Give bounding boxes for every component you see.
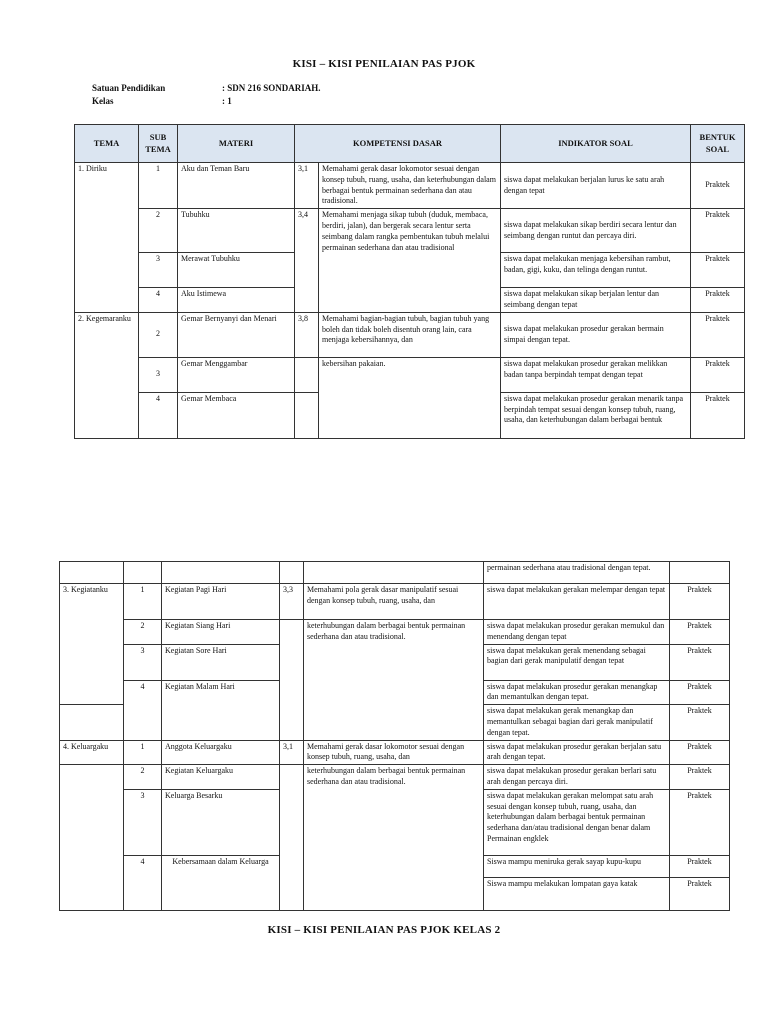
header-kompetensi-dasar: KOMPETENSI DASAR	[295, 125, 501, 163]
kd-cell: Memahami pola gerak dasar manipulatif sesuai dengan konsep tubuh, ruang, usaha, dan	[304, 584, 484, 620]
subtema-cell: 1	[139, 163, 178, 209]
kd-cell: keterhubungan dalam berbagai bentuk permainan sederhana dan atau tradisional.	[304, 620, 484, 741]
materi-cell: Gemar Membaca	[178, 392, 295, 438]
document-title: KISI – KISI PENILAIAN PAS PJOK	[292, 58, 476, 70]
kd-number-cell	[295, 392, 319, 438]
tema-cell	[60, 562, 124, 584]
indikator-cell: siswa dapat melakukan sikap berdiri secara lentur dan seimbang dengan runtut dan percaya diri.	[501, 209, 691, 253]
indikator-cell: Siswa mampu meniruka gerak sayap kupu-kupu	[484, 855, 670, 877]
materi-cell: Gemar Menggambar	[178, 357, 295, 392]
indikator-cell: permainan sederhana atau tradisional dengan tepat.	[484, 562, 670, 584]
kd-number-cell: 3,1	[280, 740, 304, 765]
subtema-cell: 2	[139, 312, 178, 357]
subtema-cell: 1	[124, 740, 162, 765]
subtema-cell: 1	[124, 584, 162, 620]
kd-cell: Memahami menjaga sikap tubuh (duduk, membaca, berdiri, jalan), dan bergerak secara lentur serta seimbang dalam rangka pembentukan tubuh melalui permainan sederhana dan atau tradisional	[319, 209, 501, 313]
header-bentuk-soal: BENTUK SOAL	[691, 125, 745, 163]
subtema-cell: 4	[139, 288, 178, 313]
bentuk-cell: Praktek	[691, 209, 745, 253]
bentuk-cell: Praktek	[691, 357, 745, 392]
subtema-cell: 3	[124, 644, 162, 680]
indikator-cell: siswa dapat melakukan prosedur gerakan berlari satu arah dengan percaya diri.	[484, 765, 670, 790]
kd-number-cell: 3,3	[280, 584, 304, 620]
bentuk-cell: Praktek	[670, 680, 730, 705]
indikator-cell: siswa dapat melakukan gerakan melompat satu arah sesuai dengan konsep tubuh, ruang, usaha, dan keterhubungan dalam berbagai bentuk permainan sederhana dan/atau tradisional dengan benar dalam Permainan engklek	[484, 789, 670, 855]
materi-cell: Tubuhku	[178, 209, 295, 253]
materi-cell	[162, 562, 280, 584]
subtema-cell: 2	[124, 765, 162, 790]
materi-cell: Merawat Tubuhku	[178, 253, 295, 288]
subtema-cell: 3	[139, 253, 178, 288]
indikator-cell: siswa dapat melakukan menjaga kebersihan rambut, badan, gigi, kuku, dan telinga dengan runtut.	[501, 253, 691, 288]
kelas-value: : 1	[222, 96, 232, 106]
bentuk-cell: Praktek	[670, 789, 730, 855]
bentuk-cell: Praktek	[691, 253, 745, 288]
kd-number-cell	[280, 765, 304, 911]
subtema-cell: 4	[124, 855, 162, 910]
indikator-cell: siswa dapat melakukan sikap berjalan lentur dan seimbang dengan tepat	[501, 288, 691, 313]
indikator-cell: siswa dapat melakukan prosedur gerakan menangkap dan memantulkan dengan tepat.	[484, 680, 670, 705]
table-row	[60, 584, 730, 620]
kd-cell: kebersihan pakaian.	[319, 357, 501, 438]
materi-cell: Keluarga Besarku	[162, 789, 280, 855]
indikator-cell: siswa dapat melakukan prosedur gerakan memukul dan menendang dengan tepat	[484, 620, 670, 645]
bentuk-cell: Praktek	[691, 288, 745, 313]
bentuk-cell: Praktek	[670, 644, 730, 680]
bentuk-cell: Praktek	[670, 877, 730, 910]
bentuk-cell	[670, 562, 730, 584]
satuan-value: : SDN 216 SONDARIAH.	[222, 83, 321, 93]
indikator-cell: siswa dapat melakukan prosedur gerakan melikkan badan tanpa berpindah tempat dengan tepat	[501, 357, 691, 392]
bentuk-cell: Praktek	[691, 163, 745, 209]
table-row	[60, 765, 730, 790]
table-row	[75, 209, 745, 253]
subtema-cell: 2	[139, 209, 178, 253]
materi-cell: Kegiatan Pagi Hari	[162, 584, 280, 620]
table-row	[60, 562, 730, 584]
bentuk-cell: Praktek	[670, 765, 730, 790]
header-tema: TEMA	[75, 125, 139, 163]
indikator-cell: siswa dapat melakukan gerak menangkap dan memantulkan sebagai bagian dari gerak manipulatif dengan tepat.	[484, 705, 670, 740]
bentuk-cell: Praktek	[691, 392, 745, 438]
table-row	[60, 620, 730, 645]
kd-number-cell	[280, 562, 304, 584]
indikator-cell: siswa dapat melakukan berjalan lurus ke satu arah dengan tepat	[501, 163, 691, 209]
bentuk-cell: Praktek	[670, 620, 730, 645]
indikator-cell: siswa dapat melakukan gerakan melempar dengan tepat	[484, 584, 670, 620]
table-row	[75, 163, 745, 209]
materi-cell: Kegiatan Siang Hari	[162, 620, 280, 645]
satuan-label: Satuan Pendidikan	[92, 83, 166, 93]
bentuk-cell: Praktek	[691, 312, 745, 357]
bentuk-cell: Praktek	[670, 855, 730, 877]
indikator-cell: siswa dapat melakukan prosedur gerakan berjalan satu arah dengan tepat.	[484, 740, 670, 765]
subtema-cell: 3	[139, 357, 178, 392]
tema-cell: 2. Kegemaranku	[75, 312, 139, 438]
tema-cell	[60, 765, 124, 911]
kd-cell: Memahami gerak dasar lokomotor sesuai dengan konsep tubuh, ruang, usaha, dan	[304, 740, 484, 765]
materi-cell: Aku Istimewa	[178, 288, 295, 313]
kd-cell: keterhubungan dalam berbagai bentuk permainan sederhana dan atau tradisional.	[304, 765, 484, 911]
materi-cell: Gemar Bernyanyi dan Menari	[178, 312, 295, 357]
bentuk-cell: Praktek	[670, 705, 730, 740]
tema-cell: 4. Keluargaku	[60, 740, 124, 765]
header-indikator-soal: INDIKATOR SOAL	[501, 125, 691, 163]
materi-cell: Kebersamaan dalam Keluarga	[162, 855, 280, 910]
kd-number-cell: 3,4	[295, 209, 319, 313]
materi-cell: Aku dan Teman Baru	[178, 163, 295, 209]
kd-cell: Memahami gerak dasar lokomotor sesuai dengan konsep tubuh, ruang, usaha, dan keterhubungan dalam berbagai bentuk permainan sederhana dan atau tradisional.	[319, 163, 501, 209]
bentuk-cell: Praktek	[670, 584, 730, 620]
kisi-table-kelas1-continued	[59, 561, 730, 911]
subtema-cell: 3	[124, 789, 162, 855]
kd-number-cell	[295, 357, 319, 392]
subtema-cell	[124, 562, 162, 584]
indikator-cell: siswa dapat melakukan prosedur gerakan menarik tanpa berpindah tempat sesuai dengan konsep tubuh, ruang, usaha, dan keterhubungan dalam berbagai bentuk	[501, 392, 691, 438]
header-materi: MATERI	[178, 125, 295, 163]
bentuk-cell: Praktek	[670, 740, 730, 765]
tema-cell	[60, 705, 124, 740]
materi-cell: Kegiatan Sore Hari	[162, 644, 280, 680]
subtema-cell: 4	[139, 392, 178, 438]
subtema-cell: 2	[124, 620, 162, 645]
header-subtema: SUB TEMA	[139, 125, 178, 163]
kd-cell: Memahami bagian-bagian tubuh, bagian tubuh yang boleh dan tidak boleh disentuh orang lain, cara menjaga kebersihannya, dan	[319, 312, 501, 357]
table-row	[75, 312, 745, 357]
materi-cell: Kegiatan Malam Hari	[162, 680, 280, 740]
table-row	[60, 740, 730, 765]
kd-cell	[304, 562, 484, 584]
indikator-cell: siswa dapat melakukan gerak menendang sebagai bagian dari gerak manipulatif dengan tepat	[484, 644, 670, 680]
kisi-table-kelas1	[74, 124, 745, 439]
tema-cell: 1. Diriku	[75, 163, 139, 313]
kelas-label: Kelas	[92, 96, 114, 106]
indikator-cell: Siswa mampu melakukan lompatan gaya katak	[484, 877, 670, 910]
tema-cell: 3. Kegiatanku	[60, 584, 124, 705]
materi-cell: Anggota Keluargaku	[162, 740, 280, 765]
subtema-cell: 4	[124, 680, 162, 740]
kd-number-cell	[280, 620, 304, 741]
indikator-cell: siswa dapat melakukan prosedur gerakan bermain simpai dengan tepat.	[501, 312, 691, 357]
table-row	[75, 357, 745, 392]
kd-number-cell: 3,1	[295, 163, 319, 209]
materi-cell: Kegiatan Keluargaku	[162, 765, 280, 790]
document-title-kelas2: KISI – KISI PENILAIAN PAS PJOK KELAS 2	[267, 924, 501, 936]
kd-number-cell: 3,8	[295, 312, 319, 357]
